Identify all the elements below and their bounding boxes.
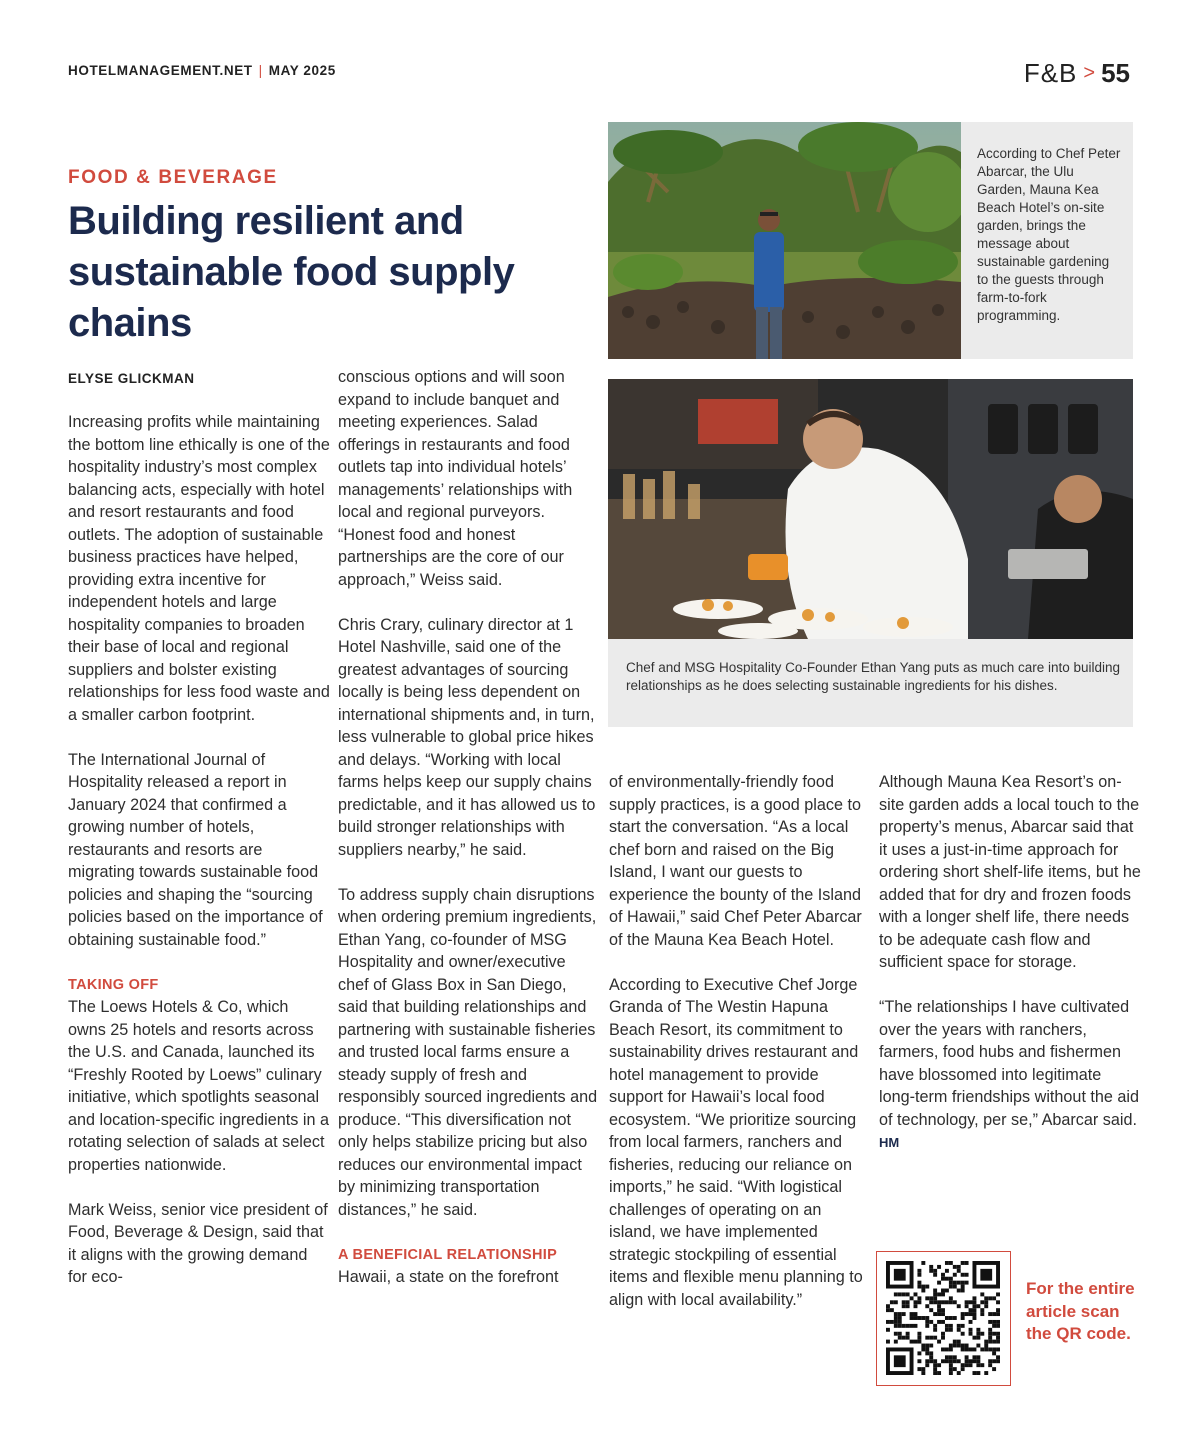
issue-date: MAY 2025 <box>268 63 336 78</box>
paragraph: of environmentally-friendly food supply practices, is a good place to start the conversation. “As a local chef born and raised on the Big Island, I want our guests to experience the bounty of the Island of Hawaii,” said Chef Peter Abarcar of the Mauna Kea Beach Hotel. <box>609 773 862 949</box>
paragraph: Increasing profits while maintaining the bottom line ethically is one of the hospitality industry’s most complex balancing acts, especially with hotel and resort restaurants and food outlets. The adoption of sustainable business practices have helped, providing extra incentive for independent hotels and large hospitality companies to broaden their base of local and regional suppliers and bolster existing relationships for less food waste and a smaller carbon footprint. <box>68 413 330 724</box>
paragraph: The Loews Hotels & Co, which owns 25 hotels and resorts across the U.S. and Canada, launched its “Freshly Rooted by Loews” culinary initiative, which spotlights seasonal and location-specific ingredients in a rotating selection of salads at select properties nationwide. <box>68 998 329 1174</box>
closing-quote: “The relationships I have cultivated over the years with ranchers, farmers, food hubs and fishermen have blossomed into legitimate long-term friendships without the aid of technology, per se,” Abarcar said. <box>879 998 1140 1129</box>
section-folio <box>1024 58 1130 89</box>
article-headline: Building resilient and sustainable food supply chains <box>68 199 515 345</box>
running-header <box>68 63 336 78</box>
page-number: 55 <box>1101 58 1130 88</box>
text-column-2 <box>338 366 600 1289</box>
paragraph: Chris Crary, culinary director at 1 Hotel Nashville, said one of the greatest advantages of sourcing locally is being less dependent on international shipments and, in turn, less vulnerable to global price hikes and delays. “Working with local farms helps keep our supply chains predictable, and it has allowed us to build stronger relationships with suppliers nearby,” he said. <box>338 615 596 859</box>
text-column-3 <box>609 771 871 1311</box>
chevron-right-icon: > <box>1083 62 1096 84</box>
end-mark: HM <box>879 1135 900 1150</box>
header-separator: | <box>258 63 263 78</box>
author-byline: ELYSE GLICKMAN <box>68 371 195 386</box>
paragraph: According to Executive Chef Jorge Granda of The Westin Hapuna Beach Resort, its commitment to sustainability drives restaurant and hotel management to provide support for Hawaii’s local food ecosystem. “We prioritize sourcing from local farmers, ranchers and fisheries, reducing our reliance on imports,” he said. “With logistical challenges of operating on an island, we have implemented strategic stockpiling of essential items and flexible menu planning to align with local availability.” <box>609 975 863 1309</box>
subhead-beneficial-relationship: A BENEFICIAL RELATIONSHIP <box>338 1246 558 1263</box>
subhead-taking-off: TAKING OFF <box>68 976 159 993</box>
section-label: F&B <box>1023 58 1078 88</box>
paragraph: To address supply chain disruptions when ordering premium ingredients, Ethan Yang, co-founder of MSG Hospitality and owner/executive chef of Glass Box in San Diego, said that building relationships and partnering with sustainable fisheries and trusted local farms ensure a steady supply of fresh and responsibly sourced ingredients and produce. “This diversification not only helps stabilize pricing but also reduces our environmental impact by minimizing transportation distances,” he said. <box>338 885 598 1219</box>
text-column-4 <box>879 771 1141 1155</box>
section-kicker: FOOD & BEVERAGE <box>68 167 278 188</box>
kitchen-photo-caption: Chef and MSG Hospitality Co-Founder Ethan Yang puts as much care into building relationships as he does selecting sustainable ingredients for his dishes. <box>626 660 1121 693</box>
garden-photo <box>608 122 961 359</box>
publication-name: HOTELMANAGEMENT.NET <box>68 63 253 78</box>
paragraph <box>879 996 1141 1155</box>
paragraph: The International Journal of Hospitality released a report in January 2024 that confirmed a growing number of hotels, restaurants and resorts are migrating towards sustainable food policies and shaping the “sourcing policies based on the importance of obtaining sustainable food.” <box>68 750 323 949</box>
paragraph: Although Mauna Kea Resort’s on-site garden adds a local touch to the property’s menus, Abarcar said that it uses a just-in-time approach for ordering short shelf-life items, but he added that for dry and frozen foods with a longer shelf life, there needs to be adequate cash flow and sufficient space for storage. <box>879 773 1141 971</box>
qr-code[interactable] <box>876 1251 1011 1386</box>
qr-code-icon <box>886 1261 1000 1375</box>
paragraph: Hawaii, a state on the forefront <box>338 1268 559 1286</box>
qr-call-to-action: For the entire article scan the QR code. <box>1026 1279 1135 1343</box>
garden-photo-caption: According to Chef Peter Abarcar, the Ulu Garden, Mauna Kea Beach Hotel’s on-site garden, brings the message about sustainable gardening to the guests through farm-to-fork programming. <box>977 146 1121 323</box>
paragraph: conscious options and will soon expand to include banquet and meeting experiences. Salad offerings in restaurants and food outlets tap into individual hotels’ managements’ relationships with local and regional purveyors. “Honest food and honest partnerships are the core of our approach,” Weiss said. <box>338 368 573 589</box>
kitchen-photo <box>608 379 1133 639</box>
text-column-1 <box>68 411 330 1289</box>
paragraph: Mark Weiss, senior vice president of Food, Beverage & Design, said that it aligns with the growing demand for eco- <box>68 1200 328 1286</box>
